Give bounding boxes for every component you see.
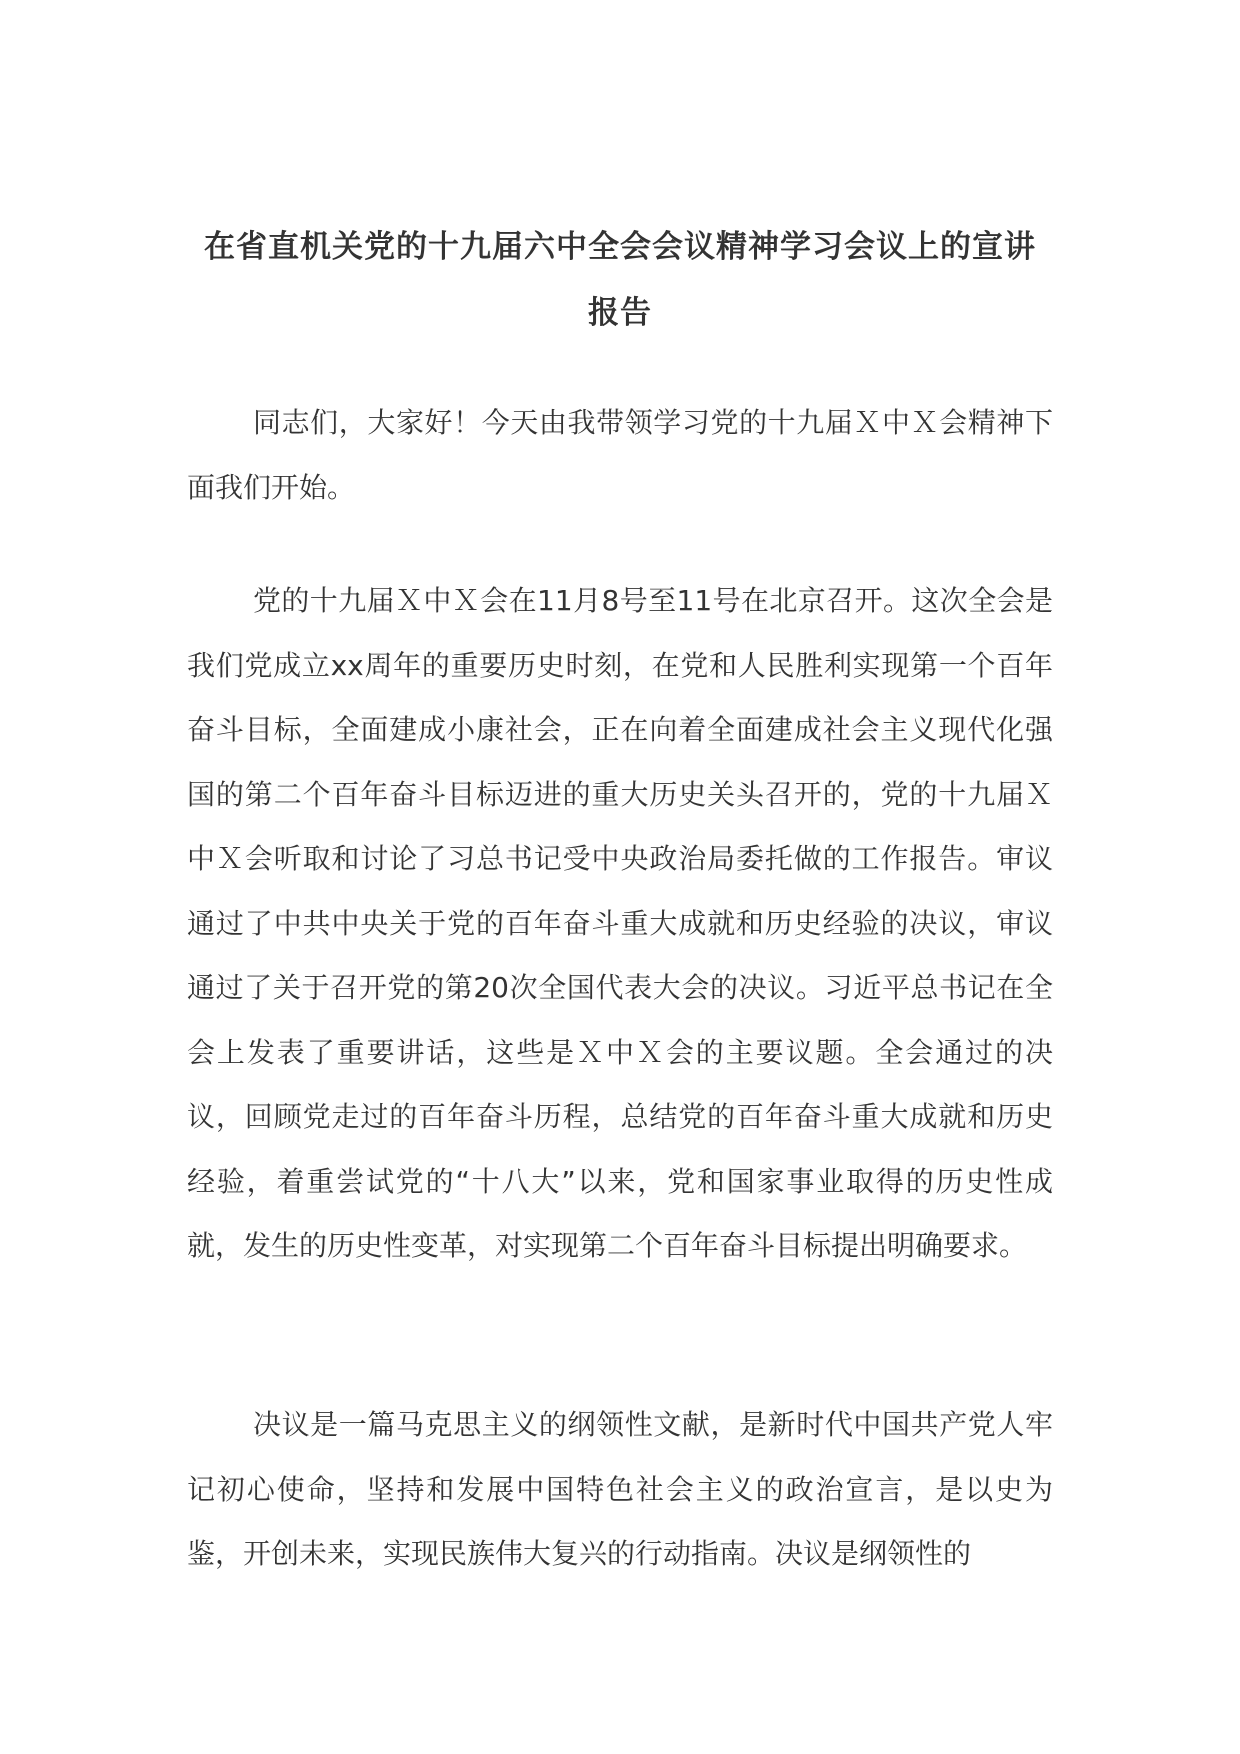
document-title: 在省直机关党的十九届六中全会会议精神学习会议上的宣讲报告 [204, 229, 1036, 331]
paragraph-resolution: 决议是一篇马克思主义的纲领性文献，是新时代中国共产党人牢记初心使命，坚持和发展中国特色社会主义的政治宣言，是以史为鉴，开创未来，实现民族伟大复兴的行动指南。决议是纲领性的 [187, 1408, 1053, 1570]
paragraph-greeting: 同志们，大家好！今天由我带领学习党的十九届Ｘ中Ｘ会精神下面我们开始。 [187, 406, 1053, 504]
paragraph-plenum-overview: 党的十九届Ｘ中Ｘ会在11月8号至11号在北京召开。这次全会是我们党成立xx周年的重要历史时刻，在党和人民胜利实现第一个百年奋斗目标，全面建成小康社会，正在向着全面建成社会主义现代化强国的第二个百年奋斗目标迈进的重大历史关头召开的，党的十九届Ｘ中Ｘ会听取和讨论了习总书记受中央政治局委托做的工作报告。审议通过了中共中央关于党的百年奋斗重大成就和历史经验的决议，审议通过了关于召开党的第20次全国代表大会的决议。习近平总书记在全会上发表了重要讲话，这些是Ｘ中Ｘ会的主要议题。全会通过的决议，回顾党走过的百年奋斗历程，总结党的百年奋斗重大成就和历史经验，着重尝试党的“十八大”以来，党和国家事业取得的历史性成就，发生的历史性变革，对实现第二个百年奋斗目标提出明确要求。 [187, 584, 1053, 1262]
